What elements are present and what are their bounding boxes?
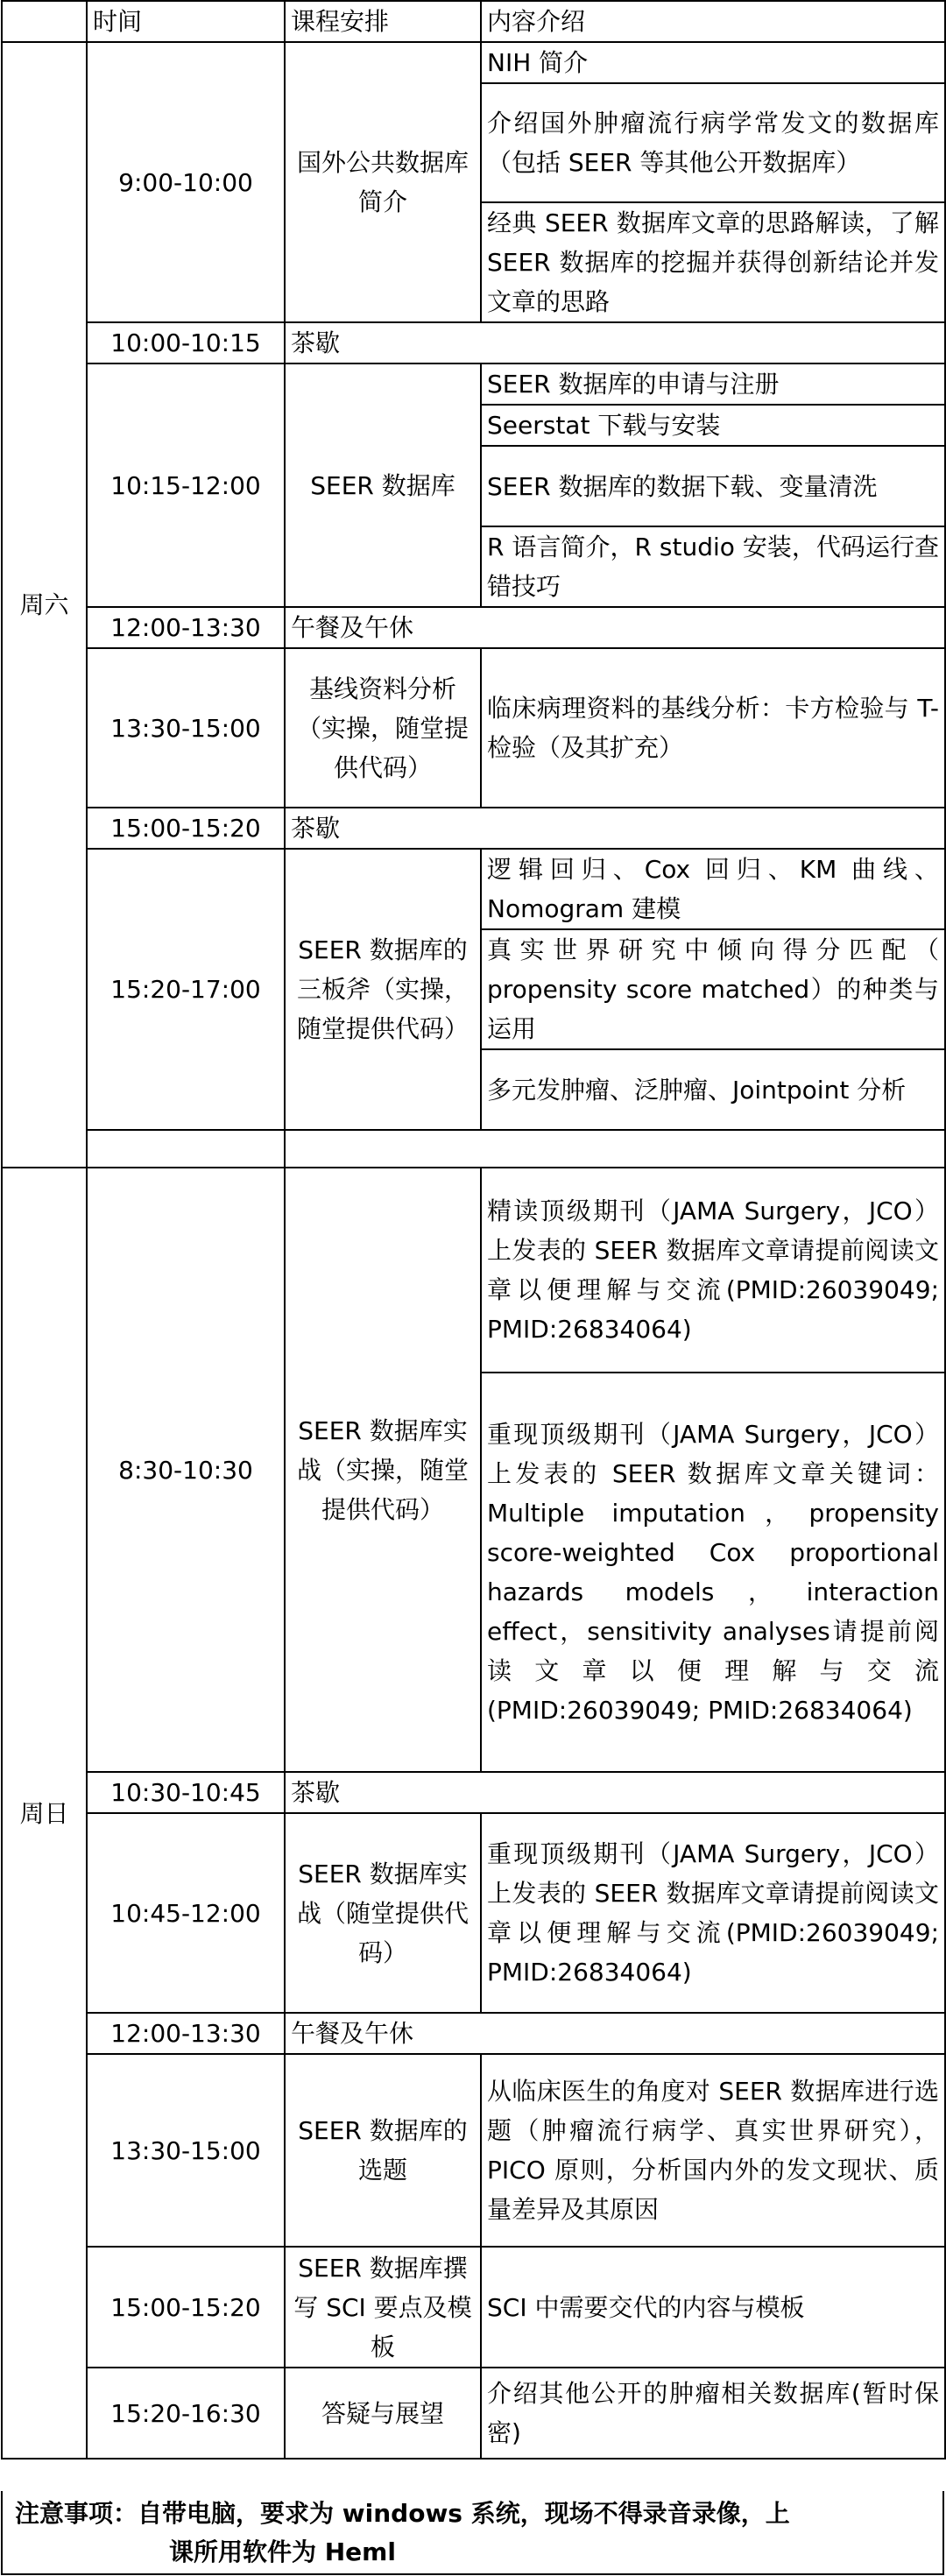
content-cell	[481, 83, 945, 202]
time-cell: 15:00-15:20	[87, 808, 285, 849]
table-row	[2, 363, 945, 405]
content-cell	[481, 1373, 945, 1772]
header-time: 时间	[87, 1, 285, 42]
content-text: SEER 数据库的申请与注册	[487, 370, 780, 399]
break-row	[2, 322, 945, 363]
time-cell: 13:30-15:00	[87, 648, 285, 808]
content-text: R 语言简介，R studio 安装，代码运行查错技巧	[487, 533, 939, 601]
content-cell	[481, 2368, 945, 2459]
time-cell: 10:30-10:45	[87, 1772, 285, 1813]
break-row	[2, 607, 945, 648]
content-text: 重现顶级期刊（JAMA Surgery，JCO）上发表的 SEER 数据库文章关键词：Multiple imputation，propensity score-weighted Cox proportional hazards models，interaction effect，sensitivity analyses请提前阅读文章以便理解与交流(PMID:26039049; PMID:26834064)	[487, 1420, 939, 1725]
content-text: 逻辑回归、Cox 回归、KM 曲线、Nomogram 建模	[487, 855, 939, 923]
spacer-cell	[285, 1130, 945, 1168]
break-label: 茶歇	[285, 808, 945, 849]
content-text: 重现顶级期刊（JAMA Surgery，JCO）上发表的 SEER 数据库文章请提前阅读文章以便理解与交流(PMID:26039049; PMID:26834064)	[487, 1839, 939, 1987]
day-label-sunday: 周日	[2, 1168, 87, 2459]
course-cell: SEER 数据库实战（随堂提供代码）	[285, 1813, 481, 2013]
content-cell	[481, 1813, 945, 2013]
notes-line-1: 自带电脑，要求为 windows 系统，现场不得录音录像，上	[138, 2499, 790, 2528]
header-content: 内容介绍	[481, 1, 945, 42]
time-cell: 15:20-17:00	[87, 849, 285, 1130]
content-cell	[481, 2247, 945, 2368]
content-text: 多元发肿瘤、泛肿瘤、Jointpoint 分析	[487, 1075, 907, 1105]
content-cell	[481, 648, 945, 808]
content-text: 从临床医生的角度对 SEER 数据库进行选题（肿瘤流行病学、真实世界研究），PICO 原则，分析国内外的发文现状、质量差异及其原因	[487, 2077, 939, 2224]
break-row	[2, 2013, 945, 2054]
course-cell: SEER 数据库撰写 SCI 要点及模板	[285, 2247, 481, 2368]
content-cell	[481, 849, 945, 929]
schedule-table	[1, 0, 946, 2459]
content-text: SCI 中需要交代的内容与模板	[487, 2292, 805, 2322]
break-label: 茶歇	[285, 322, 945, 363]
content-text: 介绍国外肿瘤流行病学常发文的数据库（包括 SEER 等其他公开数据库）	[487, 109, 939, 177]
table-row	[2, 2368, 945, 2459]
notes-box	[1, 2491, 944, 2575]
time-cell: 10:45-12:00	[87, 1813, 285, 2013]
content-cell	[481, 363, 945, 405]
spacer-cell	[87, 1130, 285, 1168]
content-cell	[481, 929, 945, 1049]
content-text: 介绍其他公开的肿瘤相关数据库(暂时保密)	[487, 2379, 939, 2447]
course-cell: 国外公共数据库简介	[285, 42, 481, 322]
header-course: 课程安排	[285, 1, 481, 42]
time-cell: 10:00-10:15	[87, 322, 285, 363]
time-cell: 8:30-10:30	[87, 1168, 285, 1772]
course-cell: SEER 数据库	[285, 363, 481, 607]
content-cell	[481, 2054, 945, 2247]
break-row	[2, 808, 945, 849]
time-cell: 15:00-15:20	[87, 2247, 285, 2368]
table-row	[2, 2247, 945, 2368]
content-cell	[481, 42, 945, 83]
content-text: 精读顶级期刊（JAMA Surgery，JCO）上发表的 SEER 数据库文章请提前阅读文章以便理解与交流(PMID:26039049; PMID:26834064)	[487, 1196, 939, 1344]
table-row	[2, 42, 945, 83]
header-row	[2, 1, 945, 42]
time-cell: 9:00-10:00	[87, 42, 285, 322]
course-cell: 基线资料分析（实操，随堂提供代码）	[285, 648, 481, 808]
spacer-row	[2, 1130, 945, 1168]
break-label: 茶歇	[285, 1772, 945, 1813]
notes-label: 注意事项：	[15, 2499, 138, 2528]
content-cell	[481, 1049, 945, 1130]
break-row	[2, 1772, 945, 1813]
content-cell	[481, 202, 945, 322]
content-text: 真实世界研究中倾向得分匹配（ propensity score matched）的种类与运用	[487, 935, 939, 1043]
content-cell	[481, 446, 945, 526]
table-row	[2, 1813, 945, 2013]
course-cell: SEER 数据库的三板斧（实操，随堂提供代码）	[285, 849, 481, 1130]
time-cell: 13:30-15:00	[87, 2054, 285, 2247]
table-row	[2, 849, 945, 929]
content-cell	[481, 526, 945, 607]
time-cell: 12:00-13:30	[87, 607, 285, 648]
time-cell: 10:15-12:00	[87, 363, 285, 607]
break-label: 午餐及午休	[285, 2013, 945, 2054]
day-label-saturday: 周六	[2, 42, 87, 1168]
content-cell	[481, 1168, 945, 1373]
table-row	[2, 1168, 945, 1373]
content-text: SEER 数据库的数据下载、变量清洗	[487, 471, 878, 501]
table-row	[2, 648, 945, 808]
course-cell: 答疑与展望	[285, 2368, 481, 2459]
header-day	[2, 1, 87, 42]
time-cell: 12:00-13:30	[87, 2013, 285, 2054]
content-text: 经典 SEER 数据库文章的思路解读，了解 SEER 数据库的挖掘并获得创新结论并发文章的思路	[487, 208, 939, 316]
course-cell: SEER 数据库实战（实操，随堂提供代码）	[285, 1168, 481, 1772]
course-cell: SEER 数据库的选题	[285, 2054, 481, 2247]
content-text: 临床病理资料的基线分析：卡方检验与 T-检验（及其扩充）	[487, 694, 939, 762]
notes-line-2: 课所用软件为 Heml	[169, 2537, 396, 2566]
time-cell: 15:20-16:30	[87, 2368, 285, 2459]
table-row	[2, 2054, 945, 2247]
content-cell	[481, 405, 945, 446]
content-text: Seerstat 下载与安装	[487, 411, 721, 440]
break-label: 午餐及午休	[285, 607, 945, 648]
content-text: NIH 简介	[487, 48, 589, 77]
